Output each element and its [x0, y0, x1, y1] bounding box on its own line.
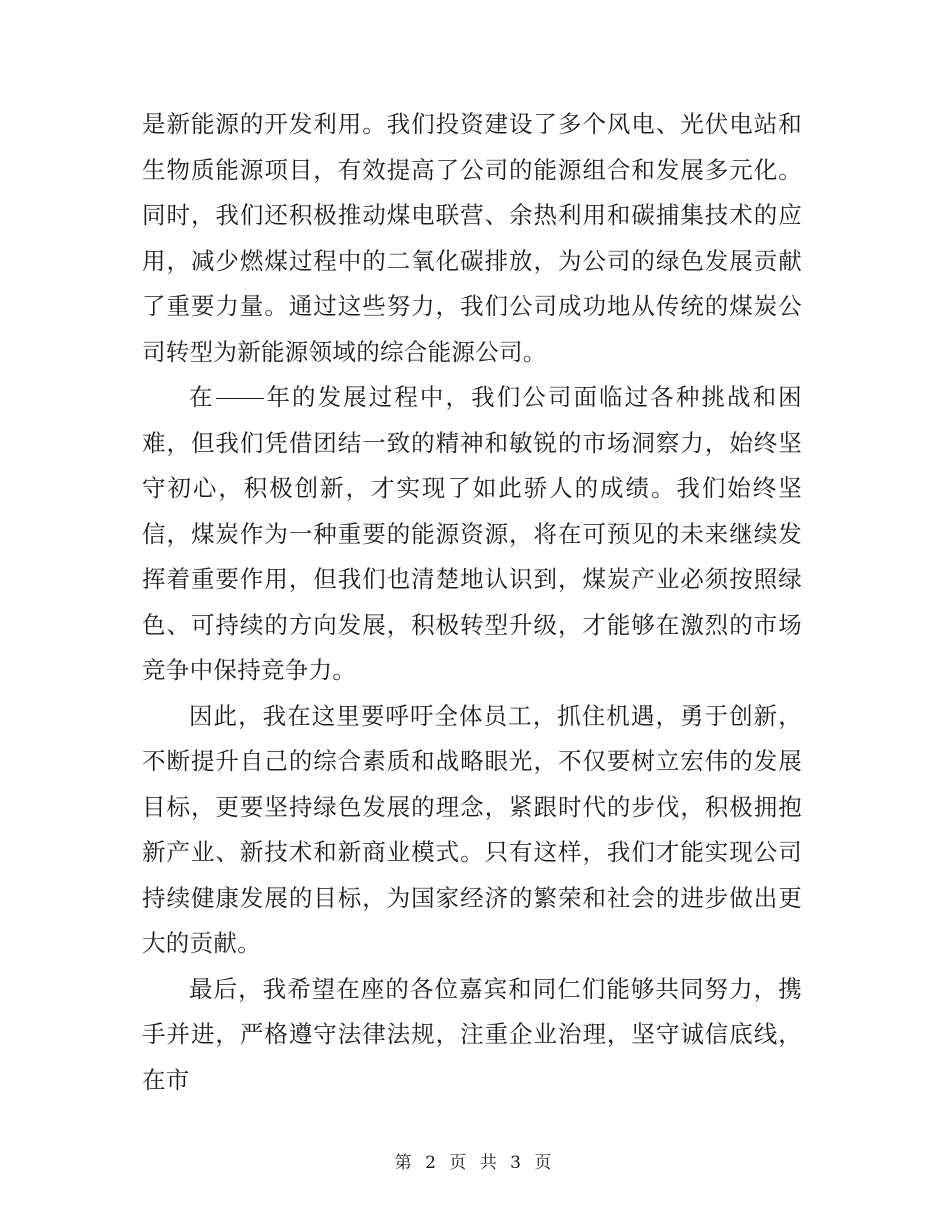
page-number-footer: 第 2 页 共 3 页 — [394, 1153, 556, 1173]
paragraph-prefix: 在 — [189, 383, 215, 411]
paragraph-continuation: 是新能源的开发利用。我们投资建设了多个风电、光伏电站和生物质能源项目，有效提高了公司的能源组合和发展多元化。同时，我们还积极推动煤电联营、余热利用和碳捕集技术的应用，减少燃煤过程中的二氧化碳排放，为公司的绿色发展贡献了重要力量。通过这些努力，我们公司成功地从传统的煤炭公司转型为新能源领域的综合能源公司。 — [142, 110, 802, 366]
document-body — [142, 102, 802, 1103]
year-blank-underline — [216, 398, 264, 399]
paragraph-body: 年的发展过程中，我们公司面临过各种挑战和困难，但我们凭借团结一致的精神和敏锐的市场洞察力，始终坚守初心，积极创新，才实现了如此骄人的成绩。我们始终坚信，煤炭作为一种重要的能源资源，将在可预见的未来继续发挥着重要作用，但我们也清楚地认识到，煤炭产业必须按照绿色、可持续的方向发展，积极转型升级，才能够在激烈的市场竞争中保持竞争力。 — [142, 383, 802, 684]
paragraph-development — [142, 375, 802, 694]
paragraph-closing: 最后，我希望在座的各位嘉宾和同仁们能够共同努力，携手并进，严格遵守法律法规，注重企业治理，坚守诚信底线，在市 — [142, 974, 802, 1094]
paragraph-appeal: 因此，我在这里要呼吁全体员工，抓住机遇，勇于创新，不断提升自己的综合素质和战略眼光，不仅要树立宏伟的发展目标，更要坚持绿色发展的理念，紧跟时代的步伐，积极拥抱新产业、新技术和新商业模式。只有这样，我们才能实现公司持续健康发展的目标，为国家经济的繁荣和社会的进步做出更大的贡献。 — [142, 701, 802, 957]
